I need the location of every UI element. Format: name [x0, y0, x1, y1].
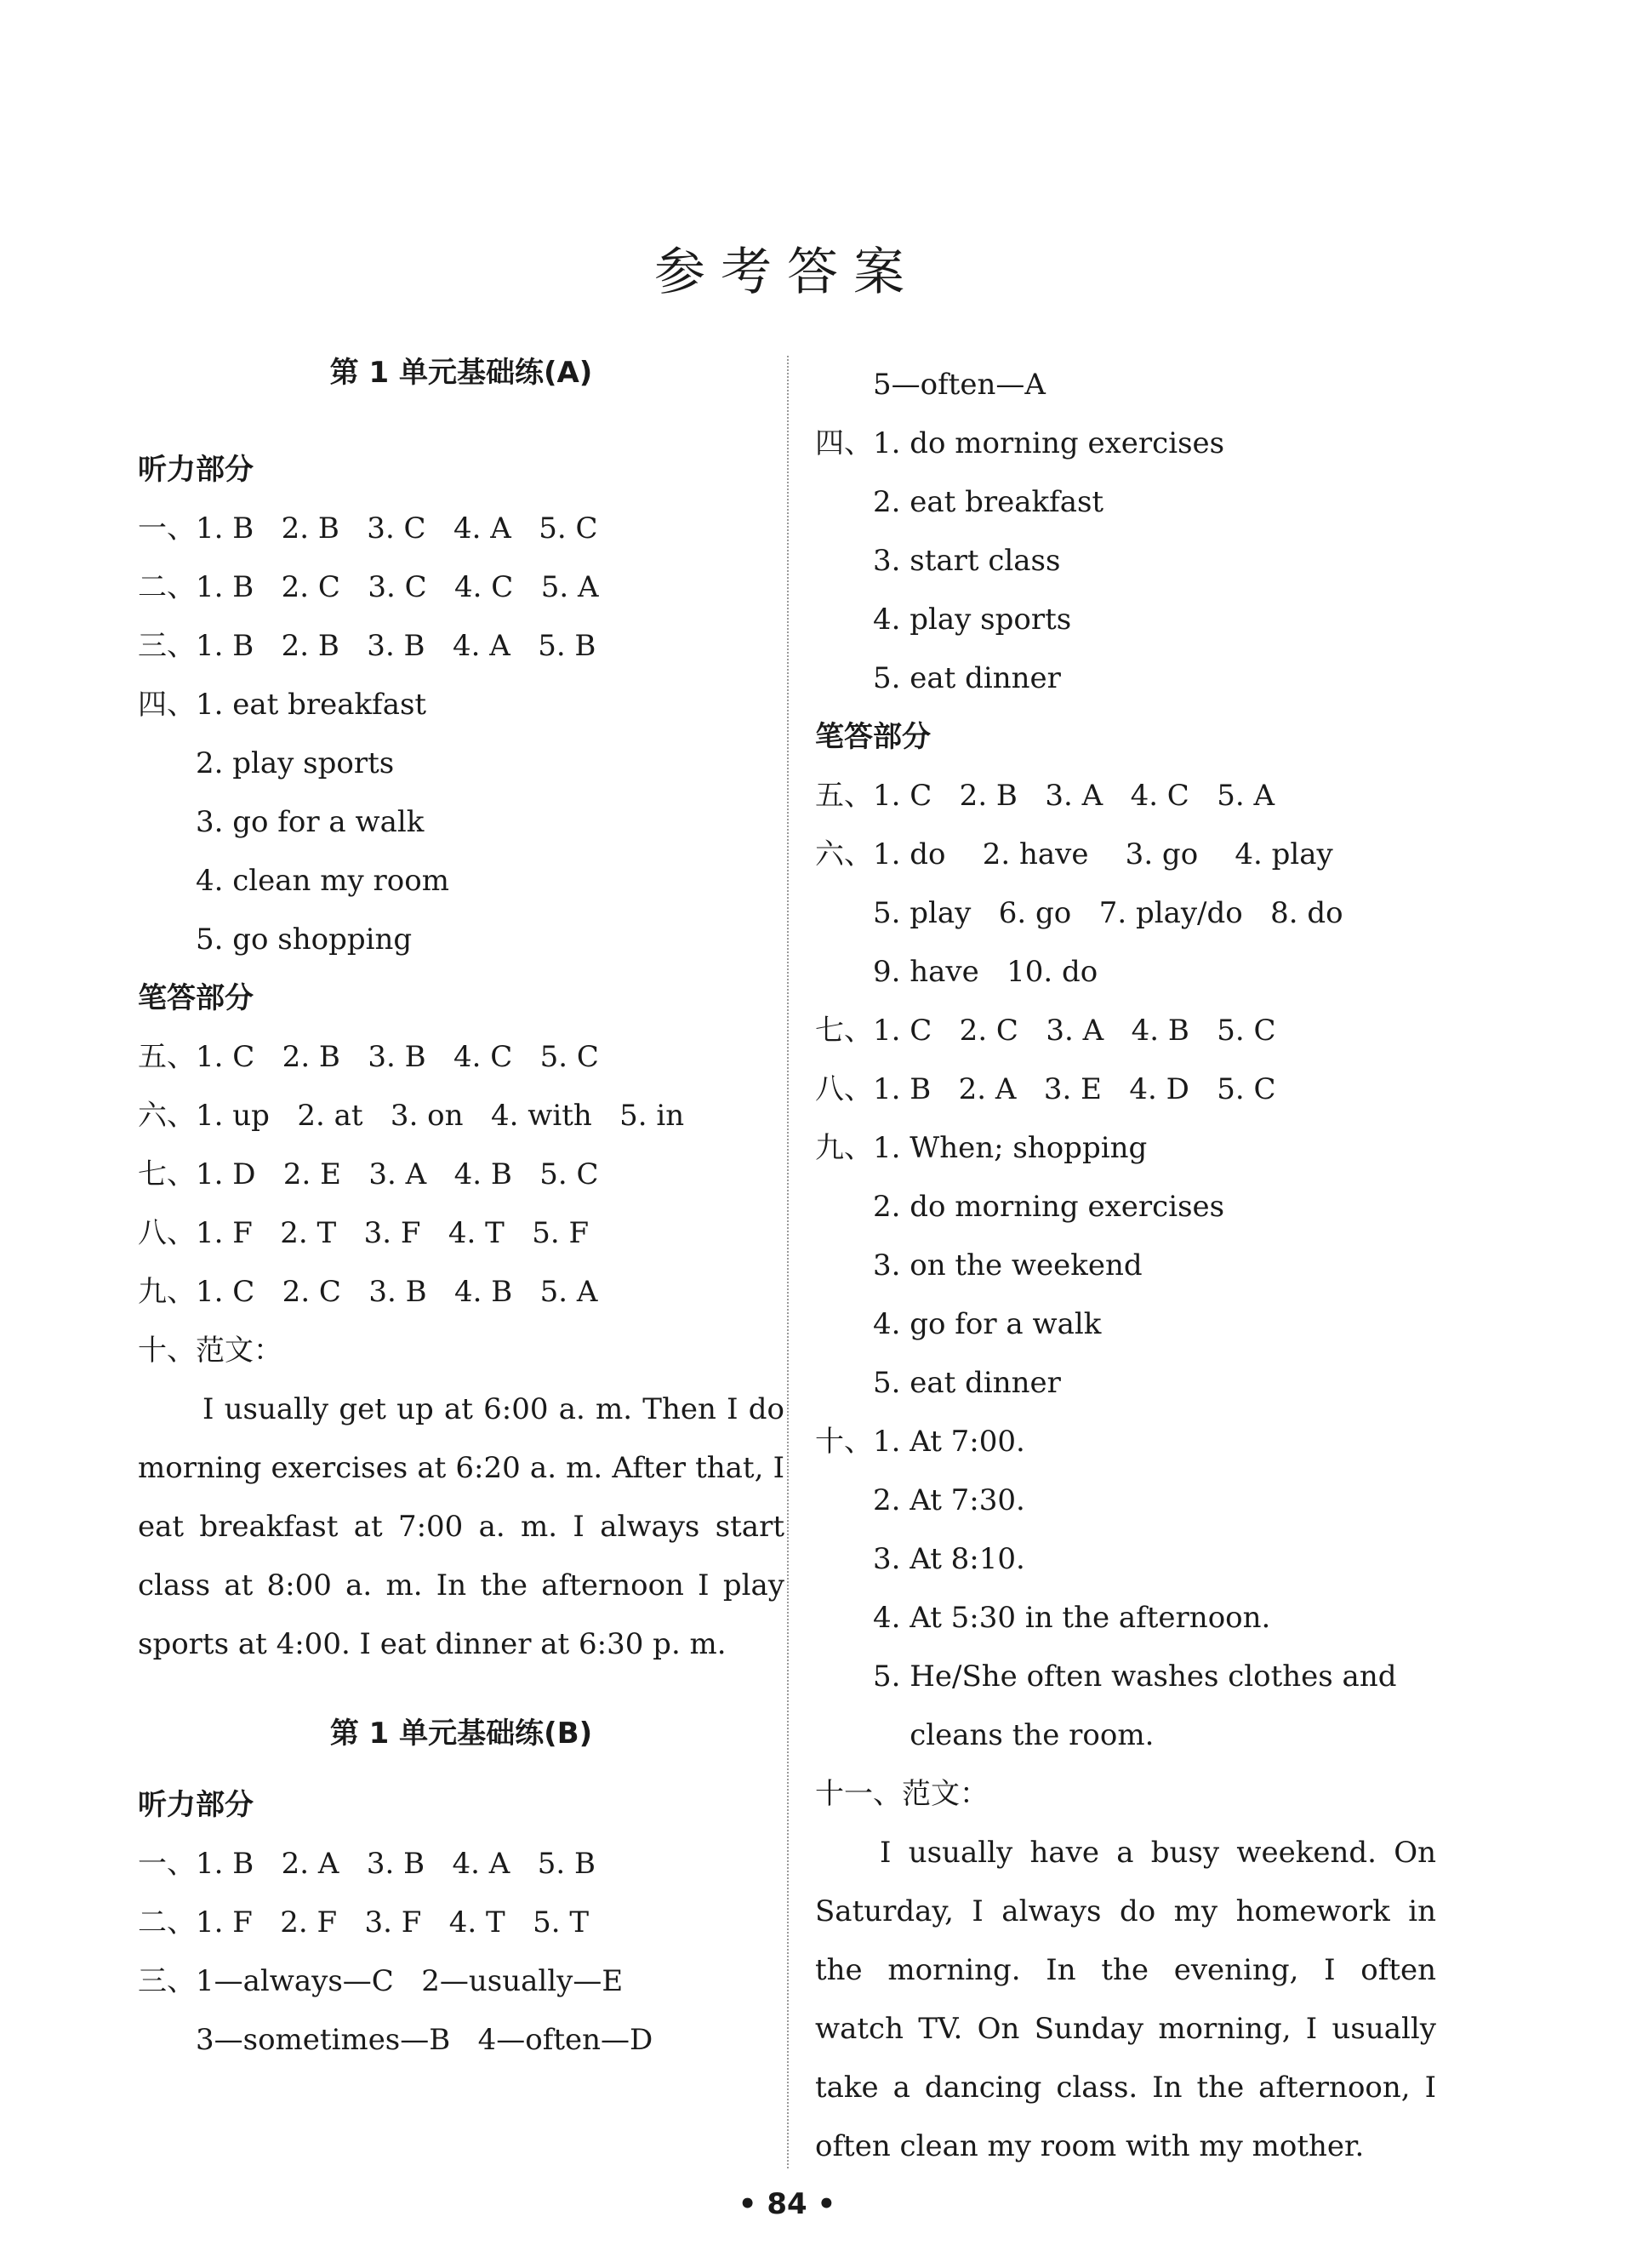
- answer-line: 5. play 6. go 7. play/do 8. do: [873, 896, 1343, 930]
- answer-line: 十一、范文：: [815, 1777, 989, 1811]
- answer-line: 3—sometimes—B 4—often—D: [196, 2023, 653, 2057]
- listening-heading-b: 听力部分: [138, 1788, 254, 1822]
- answer-line: 三、1—always—C 2—usually—E: [138, 1964, 624, 1998]
- answer-line: 2. At 7:30.: [873, 1483, 1025, 1517]
- answer-line: 4. play sports: [873, 603, 1072, 637]
- answer-line: cleans the room.: [873, 1718, 1155, 1752]
- answer-line: 二、1. F 2. F 3. F 4. T 5. T: [138, 1905, 590, 1940]
- right-column: [815, 356, 1436, 2176]
- page-number: • 84 •: [738, 2187, 836, 2221]
- answer-line: 2. do morning exercises: [873, 1190, 1225, 1224]
- answer-line: 9. have 10. do: [873, 955, 1098, 989]
- answer-line: 七、1. C 2. C 3. A 4. B 5. C: [815, 1014, 1276, 1048]
- answer-line: 5. go shopping: [196, 923, 413, 957]
- answer-line: 九、1. When; shopping: [815, 1131, 1148, 1165]
- sample-essay-a: I usually get up at 6:00 a. m. Then I do morning exercises at 6:20 a. m. After that, I eat breakfast at 7:00 a. m. I always start class at 8:00 a. m. In the afternoon I play sports at 4:00. I eat dinner at 6:30 p. m.: [138, 1392, 784, 1661]
- answer-line: 四、1. do morning exercises: [815, 426, 1225, 460]
- answer-line: 5. He/She often washes clothes and: [873, 1660, 1397, 1694]
- listening-heading-a: 听力部分: [138, 453, 254, 487]
- answer-line: 5. eat dinner: [873, 1366, 1061, 1400]
- section-title-unit1-a: 第 1 单元基础练(A): [329, 356, 593, 390]
- answer-line: 九、1. C 2. C 3. B 4. B 5. A: [138, 1275, 598, 1309]
- page-title: 参考答案: [654, 243, 920, 302]
- answer-line: 六、1. up 2. at 3. on 4. with 5. in: [138, 1099, 685, 1133]
- answer-line: 一、1. B 2. A 3. B 4. A 5. B: [138, 1847, 596, 1881]
- answer-line: 2. eat breakfast: [873, 485, 1104, 519]
- left-column: [138, 356, 784, 2070]
- answer-line: 五、1. C 2. B 3. B 4. C 5. C: [138, 1040, 599, 1074]
- writing-heading-a: 笔答部分: [138, 981, 254, 1015]
- answer-line: 4. clean my room: [196, 864, 449, 898]
- answer-line: 5. eat dinner: [873, 661, 1061, 695]
- answer-line: 四、1. eat breakfast: [138, 688, 427, 722]
- answer-line: 4. go for a walk: [873, 1307, 1102, 1341]
- answer-line: 六、1. do 2. have 3. go 4. play: [815, 837, 1333, 871]
- answer-line: 三、1. B 2. B 3. B 4. A 5. B: [138, 629, 596, 663]
- answer-line: 五、1. C 2. B 3. A 4. C 5. A: [815, 779, 1275, 813]
- answer-line: 3. go for a walk: [196, 805, 425, 839]
- answer-line: 十、范文：: [138, 1334, 282, 1368]
- answer-line: 二、1. B 2. C 3. C 4. C 5. A: [138, 570, 599, 604]
- answer-line: 4. At 5:30 in the afternoon.: [873, 1601, 1271, 1635]
- answer-line: 十、1. At 7:00.: [815, 1425, 1025, 1459]
- answer-line: 八、1. F 2. T 3. F 4. T 5. F: [138, 1216, 590, 1250]
- writing-heading-b: 笔答部分: [815, 720, 931, 754]
- answer-line: 八、1. B 2. A 3. E 4. D 5. C: [815, 1072, 1276, 1106]
- answer-line: 一、1. B 2. B 3. C 4. A 5. C: [138, 511, 598, 546]
- answer-line: 七、1. D 2. E 3. A 4. B 5. C: [138, 1157, 599, 1191]
- answer-line: 3. on the weekend: [873, 1248, 1143, 1283]
- answer-line: 3. start class: [873, 544, 1061, 578]
- answer-line: 5—often—A: [873, 368, 1046, 402]
- answer-line: 2. play sports: [196, 746, 395, 780]
- answer-line: 3. At 8:10.: [873, 1542, 1025, 1576]
- section-title-unit1-b: 第 1 单元基础练(B): [329, 1717, 593, 1751]
- sample-essay-b: I usually have a busy weekend. On Saturday, I always do my homework in the morning. In the evening, I often watch TV. On Sunday morning, I usually take a dancing class. In the afternoon, I often clean my room with my mother.: [815, 1836, 1436, 2163]
- column-divider: [787, 356, 789, 2168]
